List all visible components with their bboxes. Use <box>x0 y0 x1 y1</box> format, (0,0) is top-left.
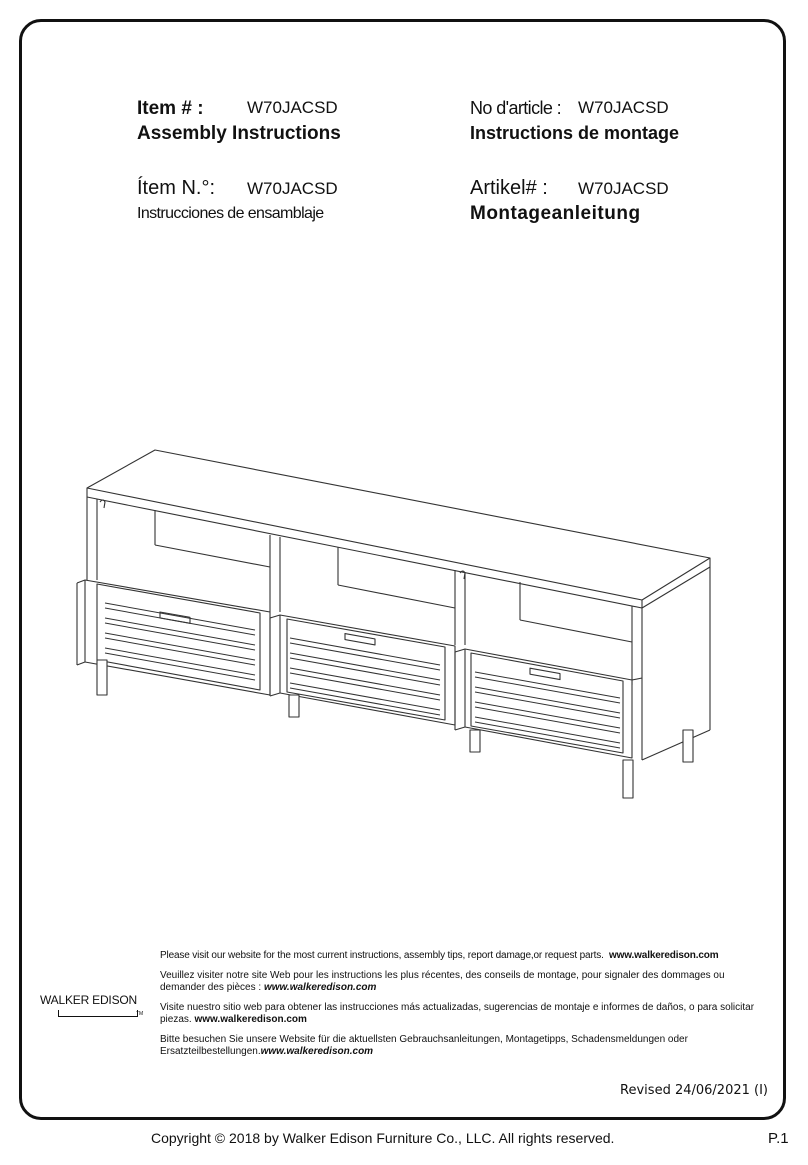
title-es: Instrucciones de ensamblaje <box>137 205 324 222</box>
note-de-text: Bitte besuchen Sie unsere Website für die aktuellsten Gebrauchsanleitungen, Montagetipps, Schadensmeldungen oder Ersatzteilbestellungen. <box>160 1033 688 1057</box>
title-en: Assembly Instructions <box>137 123 341 144</box>
tv-stand-line-drawing-icon <box>75 440 725 810</box>
note-en-text: Please visit our website for the most current instructions, assembly tips, report damage,or request parts. <box>160 950 604 961</box>
note-es <box>160 1002 766 1027</box>
note-es-text: Visite nuestro sitio web para obtener las instrucciones más actualizadas, sugerencias de montaje e informes de daños, o para solicitar piezas. <box>160 1001 755 1025</box>
item-code-fr: W70JACSD <box>578 98 669 117</box>
website-notes <box>160 950 766 1066</box>
website-link-fr[interactable]: www.walkeredison.com <box>263 982 377 993</box>
item-code-es: W70JACSD <box>247 179 338 198</box>
website-link-de[interactable]: www.walkeredison.com <box>260 1046 374 1057</box>
item-label-fr: No d'article : <box>470 98 562 118</box>
page-number: P.1 <box>768 1130 789 1147</box>
logo-underline <box>58 1010 138 1017</box>
walker-edison-logo <box>40 993 144 1019</box>
item-code-en: W70JACSD <box>247 98 338 117</box>
item-label-en: Item # : <box>137 98 204 119</box>
note-de <box>160 1034 766 1059</box>
item-label-de: Artikel# : <box>470 177 548 199</box>
website-link-en[interactable]: www.walkeredison.com <box>609 950 719 961</box>
note-fr <box>160 970 766 995</box>
item-code-de: W70JACSD <box>578 179 669 198</box>
title-de: Montageanleitung <box>470 203 641 224</box>
logo-text: WALKER EDISON <box>40 993 137 1007</box>
revision-date: Revised 24/06/2021 (I) <box>620 1083 768 1098</box>
logo-trademark: TM <box>136 1011 144 1017</box>
note-en <box>160 950 766 963</box>
copyright-notice: Copyright © 2018 by Walker Edison Furniture Co., LLC. All rights reserved. <box>151 1130 615 1146</box>
website-link-es[interactable]: www.walkeredison.com <box>194 1014 307 1025</box>
item-label-es: Ítem N.°: <box>137 177 216 199</box>
note-fr-text: Veuillez visiter notre site Web pour les instructions les plus récentes, des conseils de montage, pour signaler des dommages ou demander des pièces : <box>160 969 725 993</box>
title-fr: Instructions de montage <box>470 123 680 143</box>
